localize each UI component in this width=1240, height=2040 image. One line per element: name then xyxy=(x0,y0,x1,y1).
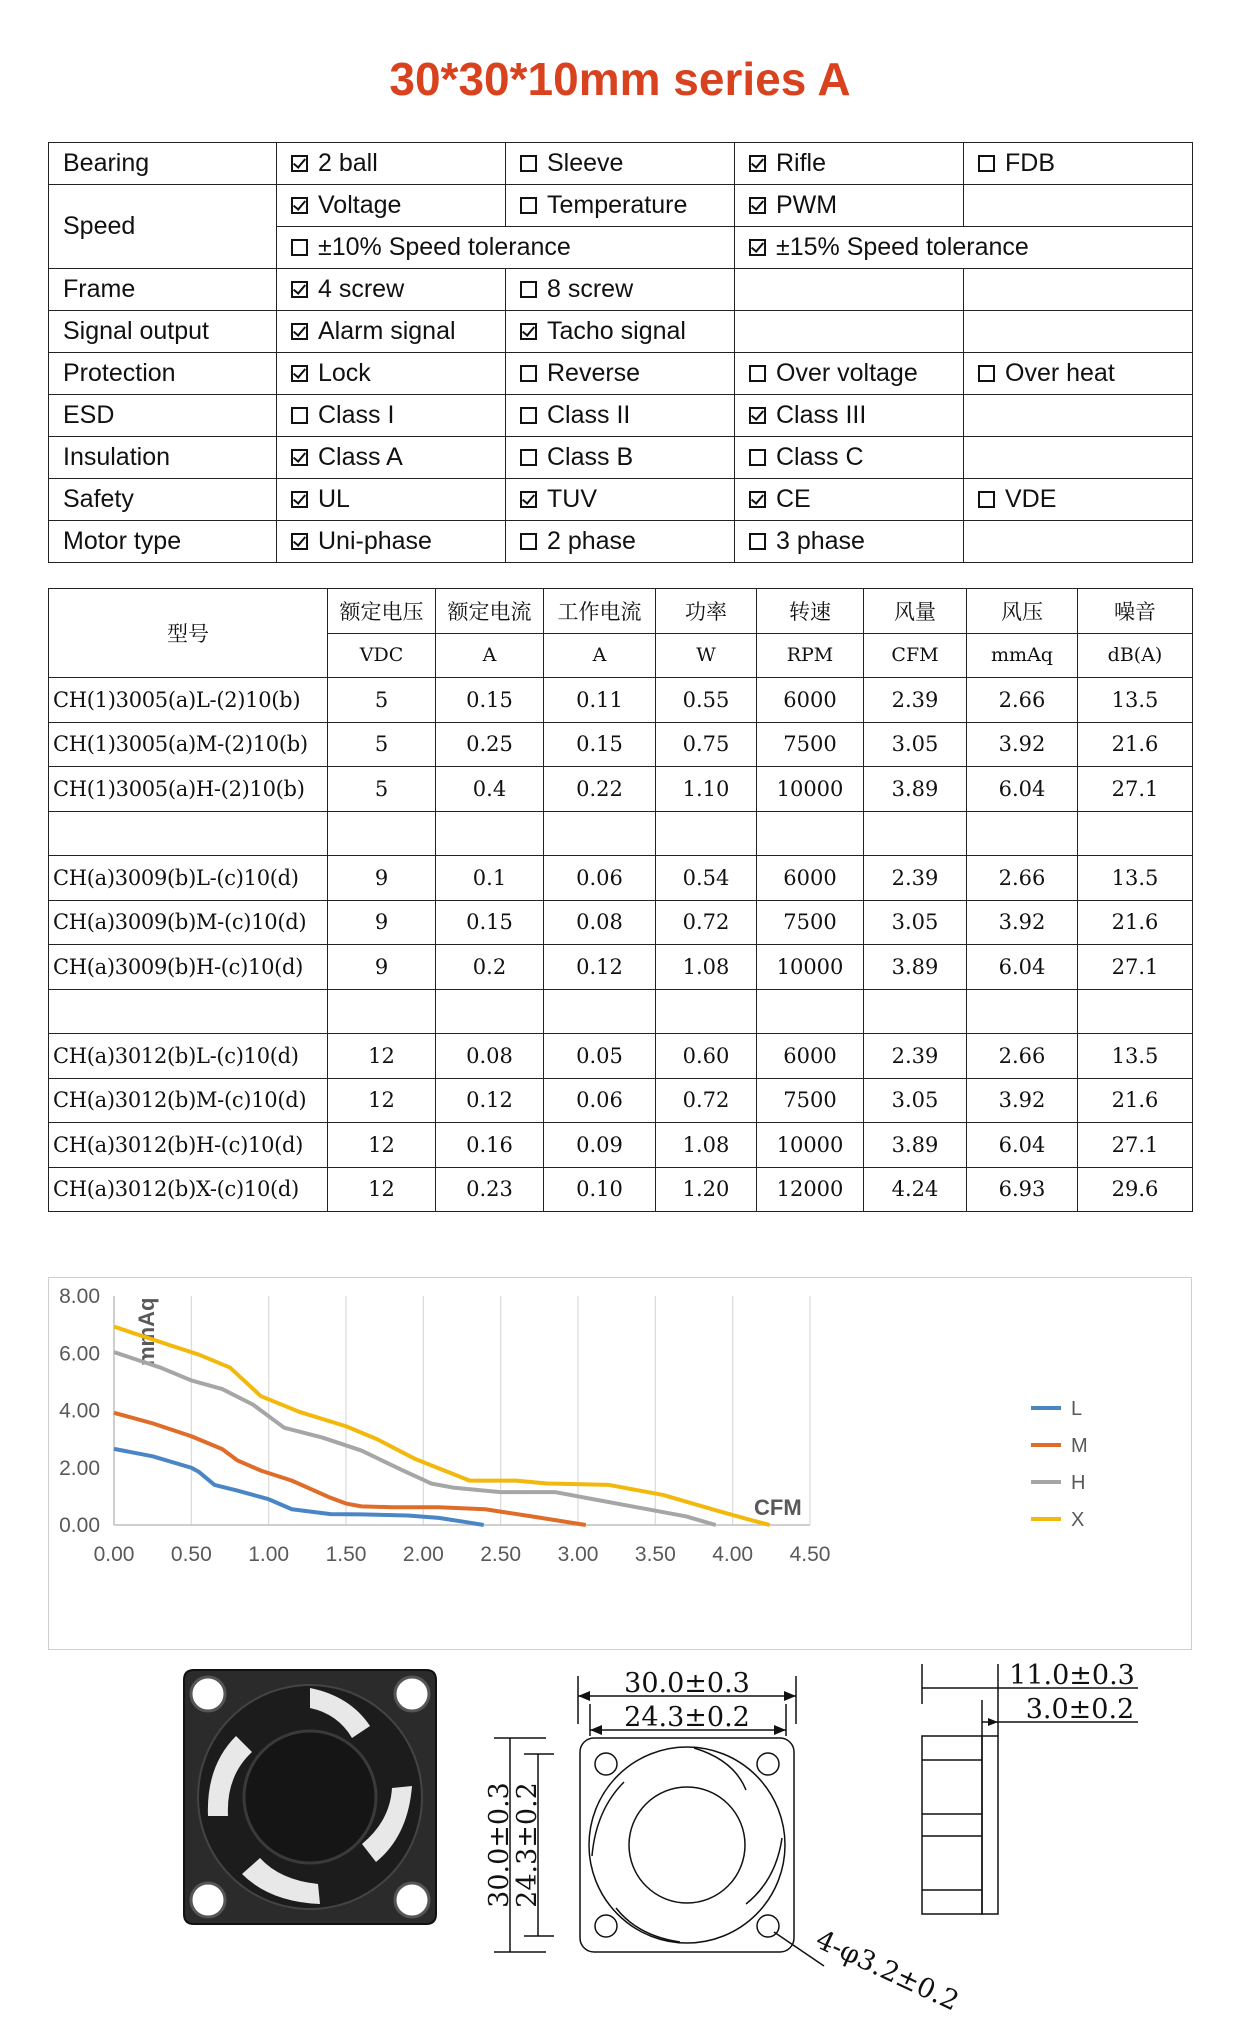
x-tick-label: 2.00 xyxy=(402,1543,444,1566)
x-tick-label: 4.50 xyxy=(789,1543,831,1566)
checked-box-icon xyxy=(291,449,308,466)
unchecked-box-icon xyxy=(520,281,537,298)
option-label: CE xyxy=(776,485,811,513)
model-header: 型号 xyxy=(49,589,328,678)
value-cell: 0.08 xyxy=(436,1034,544,1079)
empty-cell xyxy=(735,269,964,311)
feature-label-frame: Frame xyxy=(49,269,277,311)
spacer-row xyxy=(49,811,1193,856)
unchecked-box-icon xyxy=(291,239,308,256)
unit-header: CFM xyxy=(864,633,967,678)
value-cell: 6000 xyxy=(757,1034,864,1079)
feature-label-bearing: Bearing xyxy=(49,143,277,185)
unchecked-box-icon xyxy=(978,365,995,382)
option-speed-tolerance xyxy=(735,227,1193,269)
side-flange-dim: 3.0±0.2 xyxy=(1025,1694,1135,1725)
table-row xyxy=(49,722,1193,767)
value-cell: 0.06 xyxy=(544,1078,656,1123)
unchecked-box-icon xyxy=(749,533,766,550)
empty-cell xyxy=(964,185,1193,227)
option-label: VDE xyxy=(1005,485,1057,513)
value-cell: 3.05 xyxy=(864,900,967,945)
legend-label-M: M xyxy=(1071,1435,1088,1457)
page-title: 30*30*10mm series A xyxy=(389,53,851,105)
option-bearing xyxy=(277,143,506,185)
empty-cell xyxy=(544,811,656,856)
feature-label-protection: Protection xyxy=(49,353,277,395)
empty-cell xyxy=(328,811,436,856)
feature-label-signal: Signal output xyxy=(49,311,277,353)
table-row xyxy=(49,767,1193,812)
model-cell: CH(a)3009(b)L-(c)10(d) xyxy=(49,856,328,901)
checked-box-icon xyxy=(291,365,308,382)
value-cell: 13.5 xyxy=(1078,1034,1193,1079)
value-cell: 0.23 xyxy=(436,1167,544,1212)
option-label: TUV xyxy=(547,485,597,513)
x-tick-label: 0.00 xyxy=(93,1543,135,1566)
column-header: 风量 xyxy=(864,589,967,634)
checked-box-icon xyxy=(520,323,537,340)
option-safety xyxy=(735,479,964,521)
x-tick-label: 0.50 xyxy=(170,1543,212,1566)
pq-chart xyxy=(48,1277,1192,1650)
option-signal xyxy=(277,311,506,353)
legend-label-X: X xyxy=(1071,1509,1085,1531)
y-axis-label: mmAq xyxy=(134,1297,159,1366)
hole-dim: 4-φ3.2±0.2 xyxy=(811,1924,964,2018)
model-cell: CH(a)3009(b)H-(c)10(d) xyxy=(49,945,328,990)
series-line-L xyxy=(114,1449,484,1525)
option-bearing xyxy=(964,143,1193,185)
value-cell: 29.6 xyxy=(1078,1167,1193,1212)
option-label: Class C xyxy=(776,443,864,471)
value-cell: 2.66 xyxy=(967,678,1078,723)
x-axis-label: CFM xyxy=(754,1495,802,1520)
empty-cell xyxy=(436,989,544,1034)
option-label: ±10% Speed tolerance xyxy=(318,233,571,261)
checked-box-icon xyxy=(291,323,308,340)
model-cell: CH(a)3012(b)X-(c)10(d) xyxy=(49,1167,328,1212)
column-header: 工作电流 xyxy=(544,589,656,634)
option-label: Temperature xyxy=(547,191,688,219)
fan-photo xyxy=(180,1666,440,1928)
column-header: 额定电压 xyxy=(328,589,436,634)
checked-box-icon xyxy=(291,533,308,550)
option-label: Class I xyxy=(318,401,395,429)
option-esd xyxy=(735,395,964,437)
value-cell: 0.4 xyxy=(436,767,544,812)
unit-header: dB(A) xyxy=(1078,633,1193,678)
option-label: Class III xyxy=(776,401,867,429)
value-cell: 3.05 xyxy=(864,1078,967,1123)
unchecked-box-icon xyxy=(520,155,537,172)
value-cell: 3.89 xyxy=(864,767,967,812)
option-label: 2 ball xyxy=(318,149,378,177)
value-cell: 3.92 xyxy=(967,722,1078,767)
value-cell: 0.09 xyxy=(544,1123,656,1168)
checked-box-icon xyxy=(749,491,766,508)
value-cell: 2.39 xyxy=(864,856,967,901)
option-label: Rifle xyxy=(776,149,827,177)
feature-table xyxy=(48,142,1193,563)
option-label: UL xyxy=(318,485,350,513)
option-label: Reverse xyxy=(547,359,641,387)
value-cell: 7500 xyxy=(757,900,864,945)
option-label: Lock xyxy=(318,359,371,387)
checked-box-icon xyxy=(749,407,766,424)
legend-label-L: L xyxy=(1071,1398,1083,1420)
option-safety xyxy=(277,479,506,521)
option-motor xyxy=(277,521,506,563)
value-cell: 3.92 xyxy=(967,900,1078,945)
option-insulation xyxy=(277,437,506,479)
empty-cell xyxy=(1078,989,1193,1034)
model-cell: CH(1)3005(a)L-(2)10(b) xyxy=(49,678,328,723)
value-cell: 21.6 xyxy=(1078,1078,1193,1123)
option-insulation xyxy=(735,437,964,479)
value-cell: 10000 xyxy=(757,767,864,812)
pq-chart-svg xyxy=(49,1278,1193,1651)
value-cell: 1.20 xyxy=(656,1167,757,1212)
value-cell: 3.92 xyxy=(967,1078,1078,1123)
option-label: Over voltage xyxy=(776,359,918,387)
empty-cell xyxy=(864,811,967,856)
option-label: Voltage xyxy=(318,191,402,219)
value-cell: 0.22 xyxy=(544,767,656,812)
empty-cell xyxy=(964,269,1193,311)
option-speed-tolerance xyxy=(277,227,735,269)
empty-cell xyxy=(49,989,328,1034)
value-cell: 3.05 xyxy=(864,722,967,767)
y-tick-label: 6.00 xyxy=(59,1342,100,1366)
x-tick-label: 1.00 xyxy=(248,1543,290,1566)
value-cell: 0.60 xyxy=(656,1034,757,1079)
table-row xyxy=(49,1123,1193,1168)
option-insulation xyxy=(506,437,735,479)
model-cell: CH(a)3009(b)M-(c)10(d) xyxy=(49,900,328,945)
value-cell: 21.6 xyxy=(1078,722,1193,767)
table-row xyxy=(49,1167,1193,1212)
table-row xyxy=(49,1078,1193,1123)
value-cell: 2.39 xyxy=(864,678,967,723)
unit-header: RPM xyxy=(757,633,864,678)
value-cell: 10000 xyxy=(757,945,864,990)
value-cell: 0.10 xyxy=(544,1167,656,1212)
value-cell: 1.08 xyxy=(656,1123,757,1168)
option-label: Uni-phase xyxy=(318,527,432,555)
value-cell: 0.55 xyxy=(656,678,757,723)
value-cell: 5 xyxy=(328,678,436,723)
y-tick-label: 8.00 xyxy=(59,1285,100,1308)
unchecked-box-icon xyxy=(520,197,537,214)
value-cell: 6.93 xyxy=(967,1167,1078,1212)
option-esd xyxy=(277,395,506,437)
value-cell: 12 xyxy=(328,1034,436,1079)
checked-box-icon xyxy=(291,197,308,214)
empty-cell xyxy=(757,811,864,856)
y-tick-label: 4.00 xyxy=(59,1399,100,1423)
value-cell: 6000 xyxy=(757,678,864,723)
table-row xyxy=(49,900,1193,945)
front-inner-width-dim: 24.3±0.2 xyxy=(624,1702,750,1733)
table-row xyxy=(49,856,1193,901)
unit-header: A xyxy=(544,633,656,678)
option-signal xyxy=(506,311,735,353)
value-cell: 6.04 xyxy=(967,1123,1078,1168)
option-label: 3 phase xyxy=(776,527,865,555)
x-tick-label: 1.50 xyxy=(325,1543,367,1566)
model-cell: CH(a)3012(b)M-(c)10(d) xyxy=(49,1078,328,1123)
y-tick-label: 0.00 xyxy=(59,1514,100,1537)
option-label: FDB xyxy=(1005,149,1055,177)
option-label: 4 screw xyxy=(318,275,405,303)
value-cell: 0.12 xyxy=(544,945,656,990)
option-protection xyxy=(735,353,964,395)
legend-label-H: H xyxy=(1071,1472,1086,1494)
value-cell: 0.16 xyxy=(436,1123,544,1168)
unit-header: mmAq xyxy=(967,633,1078,678)
table-row xyxy=(49,678,1193,723)
empty-cell xyxy=(735,311,964,353)
feature-row-insulation xyxy=(49,437,1193,479)
checked-box-icon xyxy=(291,491,308,508)
value-cell: 1.10 xyxy=(656,767,757,812)
value-cell: 10000 xyxy=(757,1123,864,1168)
checked-box-icon xyxy=(749,239,766,256)
value-cell: 27.1 xyxy=(1078,1123,1193,1168)
option-frame xyxy=(277,269,506,311)
value-cell: 9 xyxy=(328,945,436,990)
option-safety xyxy=(506,479,735,521)
value-cell: 12 xyxy=(328,1167,436,1212)
value-cell: 0.06 xyxy=(544,856,656,901)
series-line-X xyxy=(114,1327,770,1525)
empty-cell xyxy=(964,437,1193,479)
unit-header: A xyxy=(436,633,544,678)
option-bearing xyxy=(506,143,735,185)
option-safety xyxy=(964,479,1193,521)
value-cell: 9 xyxy=(328,856,436,901)
option-esd xyxy=(506,395,735,437)
option-speed xyxy=(735,185,964,227)
option-label: Over heat xyxy=(1005,359,1115,387)
checked-box-icon xyxy=(749,155,766,172)
value-cell: 7500 xyxy=(757,1078,864,1123)
empty-cell xyxy=(436,811,544,856)
series-line-H xyxy=(114,1352,716,1525)
table-row xyxy=(49,1034,1193,1079)
value-cell: 0.72 xyxy=(656,1078,757,1123)
feature-row-motor xyxy=(49,521,1193,563)
value-cell: 0.15 xyxy=(544,722,656,767)
value-cell: 12000 xyxy=(757,1167,864,1212)
feature-label-motor: Motor type xyxy=(49,521,277,563)
y-tick-label: 2.00 xyxy=(59,1456,100,1480)
column-header: 额定电流 xyxy=(436,589,544,634)
checked-box-icon xyxy=(520,491,537,508)
value-cell: 0.72 xyxy=(656,900,757,945)
unit-header: VDC xyxy=(328,633,436,678)
value-cell: 9 xyxy=(328,900,436,945)
option-motor xyxy=(735,521,964,563)
unchecked-box-icon xyxy=(520,533,537,550)
value-cell: 13.5 xyxy=(1078,678,1193,723)
value-cell: 2.39 xyxy=(864,1034,967,1079)
empty-cell xyxy=(757,989,864,1034)
value-cell: 1.08 xyxy=(656,945,757,990)
value-cell: 0.1 xyxy=(436,856,544,901)
feature-row-speed xyxy=(49,185,1193,227)
column-header: 噪音 xyxy=(1078,589,1193,634)
empty-cell xyxy=(964,311,1193,353)
value-cell: 12 xyxy=(328,1123,436,1168)
value-cell: 0.11 xyxy=(544,678,656,723)
option-label: 2 phase xyxy=(547,527,636,555)
model-cell: CH(a)3012(b)H-(c)10(d) xyxy=(49,1123,328,1168)
value-cell: 6000 xyxy=(757,856,864,901)
value-cell: 3.89 xyxy=(864,945,967,990)
value-cell: 2.66 xyxy=(967,1034,1078,1079)
feature-row-bearing xyxy=(49,143,1193,185)
value-cell: 0.08 xyxy=(544,900,656,945)
table-row xyxy=(49,945,1193,990)
option-frame xyxy=(506,269,735,311)
value-cell: 0.12 xyxy=(436,1078,544,1123)
value-cell: 7500 xyxy=(757,722,864,767)
empty-cell xyxy=(1078,811,1193,856)
column-header: 功率 xyxy=(656,589,757,634)
model-cell: CH(1)3005(a)M-(2)10(b) xyxy=(49,722,328,767)
feature-row-signal xyxy=(49,311,1193,353)
option-label: Tacho signal xyxy=(547,317,686,345)
value-cell: 0.15 xyxy=(436,900,544,945)
empty-cell xyxy=(864,989,967,1034)
value-cell: 6.04 xyxy=(967,945,1078,990)
option-motor xyxy=(506,521,735,563)
option-label: PWM xyxy=(776,191,838,219)
unchecked-box-icon xyxy=(978,155,995,172)
option-label: Class B xyxy=(547,443,634,471)
option-protection xyxy=(277,353,506,395)
spec-header-row xyxy=(49,589,1193,634)
front-inner-height-dim: 24.3±0.2 xyxy=(512,1782,543,1908)
unchecked-box-icon xyxy=(749,449,766,466)
front-width-dim: 30.0±0.3 xyxy=(624,1668,750,1699)
option-protection xyxy=(964,353,1193,395)
x-tick-label: 3.00 xyxy=(557,1543,599,1566)
unchecked-box-icon xyxy=(291,407,308,424)
option-label: Sleeve xyxy=(547,149,624,177)
model-cell: CH(a)3012(b)L-(c)10(d) xyxy=(49,1034,328,1079)
value-cell: 3.89 xyxy=(864,1123,967,1168)
value-cell: 0.15 xyxy=(436,678,544,723)
value-cell: 5 xyxy=(328,722,436,767)
empty-cell xyxy=(544,989,656,1034)
value-cell: 2.66 xyxy=(967,856,1078,901)
value-cell: 27.1 xyxy=(1078,767,1193,812)
checked-box-icon xyxy=(291,155,308,172)
value-cell: 0.75 xyxy=(656,722,757,767)
value-cell: 12 xyxy=(328,1078,436,1123)
column-header: 转速 xyxy=(757,589,864,634)
feature-label-insulation: Insulation xyxy=(49,437,277,479)
unit-header: W xyxy=(656,633,757,678)
feature-label-speed: Speed xyxy=(49,185,277,269)
unchecked-box-icon xyxy=(520,365,537,382)
unchecked-box-icon xyxy=(978,491,995,508)
front-height-dim: 30.0±0.3 xyxy=(484,1782,515,1908)
feature-row-esd xyxy=(49,395,1193,437)
empty-cell xyxy=(49,811,328,856)
feature-label-esd: ESD xyxy=(49,395,277,437)
x-tick-label: 3.50 xyxy=(634,1543,676,1566)
empty-cell xyxy=(656,989,757,1034)
option-speed xyxy=(506,185,735,227)
option-label: Class II xyxy=(547,401,631,429)
option-speed xyxy=(277,185,506,227)
spec-table xyxy=(48,588,1193,1212)
empty-cell xyxy=(967,989,1078,1034)
option-protection xyxy=(506,353,735,395)
empty-cell xyxy=(967,811,1078,856)
value-cell: 13.5 xyxy=(1078,856,1193,901)
unchecked-box-icon xyxy=(749,365,766,382)
value-cell: 0.54 xyxy=(656,856,757,901)
side-thickness-dim: 11.0±0.3 xyxy=(1009,1660,1135,1691)
column-header: 风压 xyxy=(967,589,1078,634)
value-cell: 27.1 xyxy=(1078,945,1193,990)
empty-cell xyxy=(328,989,436,1034)
checked-box-icon xyxy=(749,197,766,214)
value-cell: 0.05 xyxy=(544,1034,656,1079)
option-label: Class A xyxy=(318,443,403,471)
empty-cell xyxy=(964,521,1193,563)
value-cell: 5 xyxy=(328,767,436,812)
value-cell: 21.6 xyxy=(1078,900,1193,945)
checked-box-icon xyxy=(291,281,308,298)
value-cell: 4.24 xyxy=(864,1167,967,1212)
option-label: 8 screw xyxy=(547,275,634,303)
option-bearing xyxy=(735,143,964,185)
feature-row-protection xyxy=(49,353,1193,395)
value-cell: 0.25 xyxy=(436,722,544,767)
model-cell: CH(1)3005(a)H-(2)10(b) xyxy=(49,767,328,812)
feature-label-safety: Safety xyxy=(49,479,277,521)
unchecked-box-icon xyxy=(520,407,537,424)
empty-cell xyxy=(656,811,757,856)
feature-row-frame xyxy=(49,269,1193,311)
x-tick-label: 2.50 xyxy=(480,1543,522,1566)
spacer-row xyxy=(49,989,1193,1034)
value-cell: 6.04 xyxy=(967,767,1078,812)
option-label: Alarm signal xyxy=(318,317,456,345)
value-cell: 0.2 xyxy=(436,945,544,990)
side-view-drawing xyxy=(900,1656,1200,1916)
feature-row-safety xyxy=(49,479,1193,521)
empty-cell xyxy=(964,395,1193,437)
unchecked-box-icon xyxy=(520,449,537,466)
option-label: ±15% Speed tolerance xyxy=(776,233,1029,261)
x-tick-label: 4.00 xyxy=(712,1543,754,1566)
